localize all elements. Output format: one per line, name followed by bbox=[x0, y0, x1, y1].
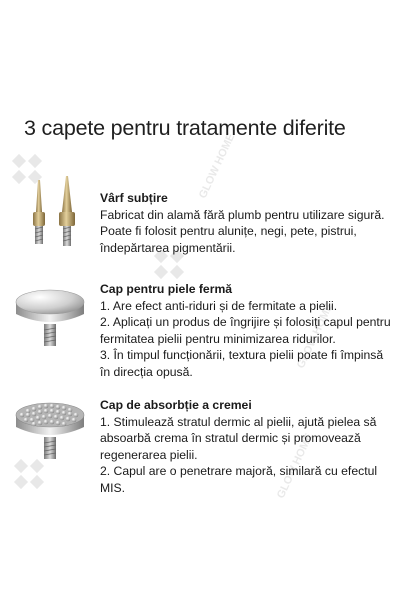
section-text-line: regenerarea pielii. bbox=[100, 447, 198, 462]
section-thin-tip bbox=[100, 190, 396, 256]
section-text-line: 1. Stimulează stratul dermic al pielii, ajută pielea să bbox=[100, 414, 377, 429]
section-text-line: 1. Are efect anti-riduri și de fermitate a pielii. bbox=[100, 298, 338, 313]
page-title: 3 capete pentru tratamente diferite bbox=[24, 116, 346, 140]
section-heading: Cap pentru piele fermă bbox=[100, 282, 233, 296]
section-text-line: îndepărtarea pigmentării. bbox=[100, 240, 236, 255]
section-text-line: 3. În timpul funcționării, textura pielii poate fi împinsă bbox=[100, 348, 384, 362]
watermark-logo-icon bbox=[10, 455, 50, 495]
section-text-line: absoarbă crema în stratul dermic și promovează bbox=[100, 431, 361, 445]
section-text-line: fermitatea pielii pentru minimizarea ridurilor. bbox=[100, 331, 336, 346]
section-text-line: Fabricat din alamă fără plumb pentru utilizare sigură. bbox=[100, 207, 385, 222]
watermark-text: GLOW HOME bbox=[294, 301, 336, 371]
flat-head-image bbox=[12, 284, 88, 348]
section-text-line: 2. Capul are o penetrare majoră, similară cu efectul bbox=[100, 464, 378, 478]
section-heading: Vârf subțire bbox=[100, 191, 168, 205]
section-text-line: Poate fi folosit pentru alunițe, negi, pete, pistrui, bbox=[100, 224, 357, 238]
section-heading: Cap de absorbție a cremei bbox=[100, 398, 252, 412]
section-firm-skin-head bbox=[100, 281, 396, 380]
section-cream-absorption-head bbox=[100, 397, 396, 496]
watermark-text: GLOW HOME bbox=[274, 431, 316, 501]
dotted-head-image bbox=[12, 395, 88, 461]
needle-tips-image bbox=[16, 176, 86, 250]
watermark-text: GLOW HOME bbox=[196, 131, 238, 201]
section-text-line: MIS. bbox=[100, 480, 126, 495]
section-text-line: 2. Aplicați un produs de îngrijire și folosiți capul pentru bbox=[100, 315, 391, 329]
section-text-line: în direcția opusă. bbox=[100, 364, 193, 379]
